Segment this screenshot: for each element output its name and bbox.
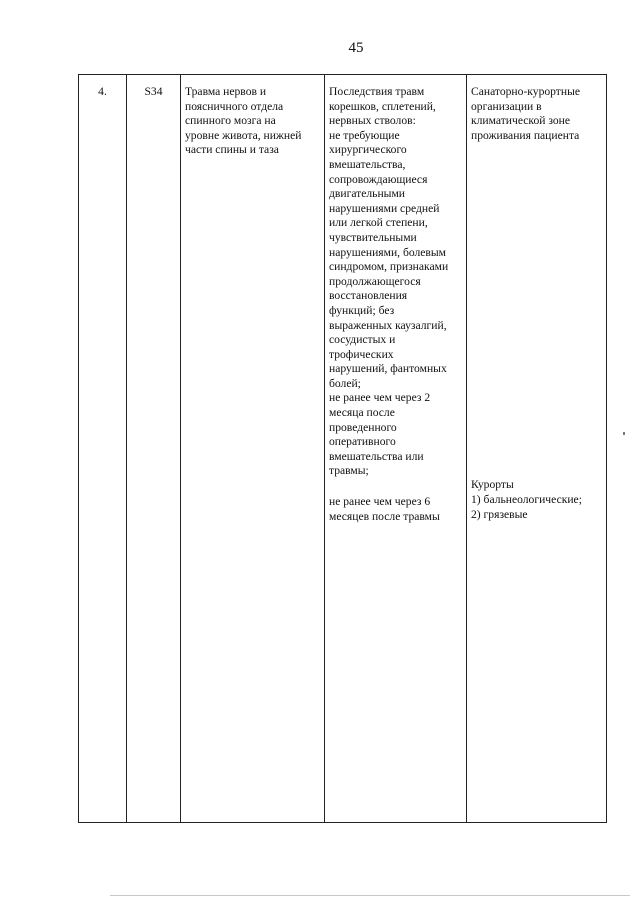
diagnosis-line: уровне живота, нижней: [185, 128, 302, 142]
place-line: климатической зоне: [471, 114, 571, 128]
diagnosis-line: части спины и таза: [185, 143, 279, 157]
row-number: 4.: [98, 85, 107, 98]
diagnosis-line: спинного мозга на: [185, 114, 276, 128]
place-block-1: [471, 85, 602, 143]
condition-line: хирургического: [329, 143, 407, 157]
condition-line: Последствия травм: [329, 85, 425, 98]
place-line: Санаторно-курортные: [471, 85, 581, 98]
condition-line: нарушениями средней: [329, 201, 440, 215]
condition-line: оперативного: [329, 435, 396, 449]
table-row: [79, 75, 607, 823]
icd-code-cell: [127, 75, 181, 823]
condition-line: месяцев после травмы: [329, 509, 440, 523]
condition-line: нервных стволов:: [329, 114, 416, 128]
place-line: Курорты: [471, 478, 514, 492]
condition-line: сопровождающиеся: [329, 172, 428, 186]
place-line: проживания пациента: [471, 128, 580, 142]
condition-cell: [325, 75, 467, 823]
row-number-cell: [79, 75, 127, 823]
diagnosis-cell: [181, 75, 325, 823]
condition-line: не ранее чем через 2: [329, 391, 431, 405]
condition-line: вмешательства или: [329, 449, 424, 463]
condition-line: корешков, сплетений,: [329, 99, 436, 113]
place-block-2: [471, 478, 602, 522]
condition-line: синдромом, признаками: [329, 260, 449, 274]
condition-block-1: [329, 85, 462, 479]
condition-line: сосудистых и: [329, 333, 396, 347]
condition-line: восстановления: [329, 289, 408, 303]
condition-line: месяца после: [329, 406, 395, 420]
condition-line: двигательными: [329, 187, 405, 201]
scan-artifact-line: [110, 895, 630, 896]
condition-line: нарушений, фантомных: [329, 362, 447, 376]
treatment-table: [78, 74, 607, 823]
condition-line: или легкой степени,: [329, 216, 428, 230]
condition-line: не требующие: [329, 128, 400, 142]
place-line: 2) грязевые: [471, 507, 528, 521]
place-line: организации в: [471, 99, 542, 113]
condition-line: чувствительными: [329, 230, 417, 244]
place-spacer: [471, 143, 602, 478]
page-number: 45: [348, 40, 364, 56]
place-line: 1) бальнеологические;: [471, 492, 582, 506]
condition-line: болей;: [329, 376, 361, 390]
condition-line: травмы;: [329, 464, 369, 478]
block-spacer: [329, 479, 462, 495]
condition-line: проведенного: [329, 420, 397, 434]
diagnosis-line: Травма нервов и: [185, 85, 267, 98]
condition-block-2: [329, 495, 462, 524]
condition-line: функций; без: [329, 303, 395, 317]
condition-line: выраженных каузалгий,: [329, 318, 447, 332]
condition-line: нарушениями, болевым: [329, 245, 447, 259]
condition-line: продолжающегося: [329, 274, 421, 288]
condition-line: не ранее чем через 6: [329, 495, 431, 509]
diagnosis-line: поясничного отдела: [185, 99, 284, 113]
scan-artifact-dot: [623, 432, 625, 435]
condition-line: вмешательства,: [329, 157, 406, 171]
treatment-place-cell: [467, 75, 607, 823]
condition-line: трофических: [329, 347, 394, 361]
icd-code: S34: [144, 85, 163, 98]
